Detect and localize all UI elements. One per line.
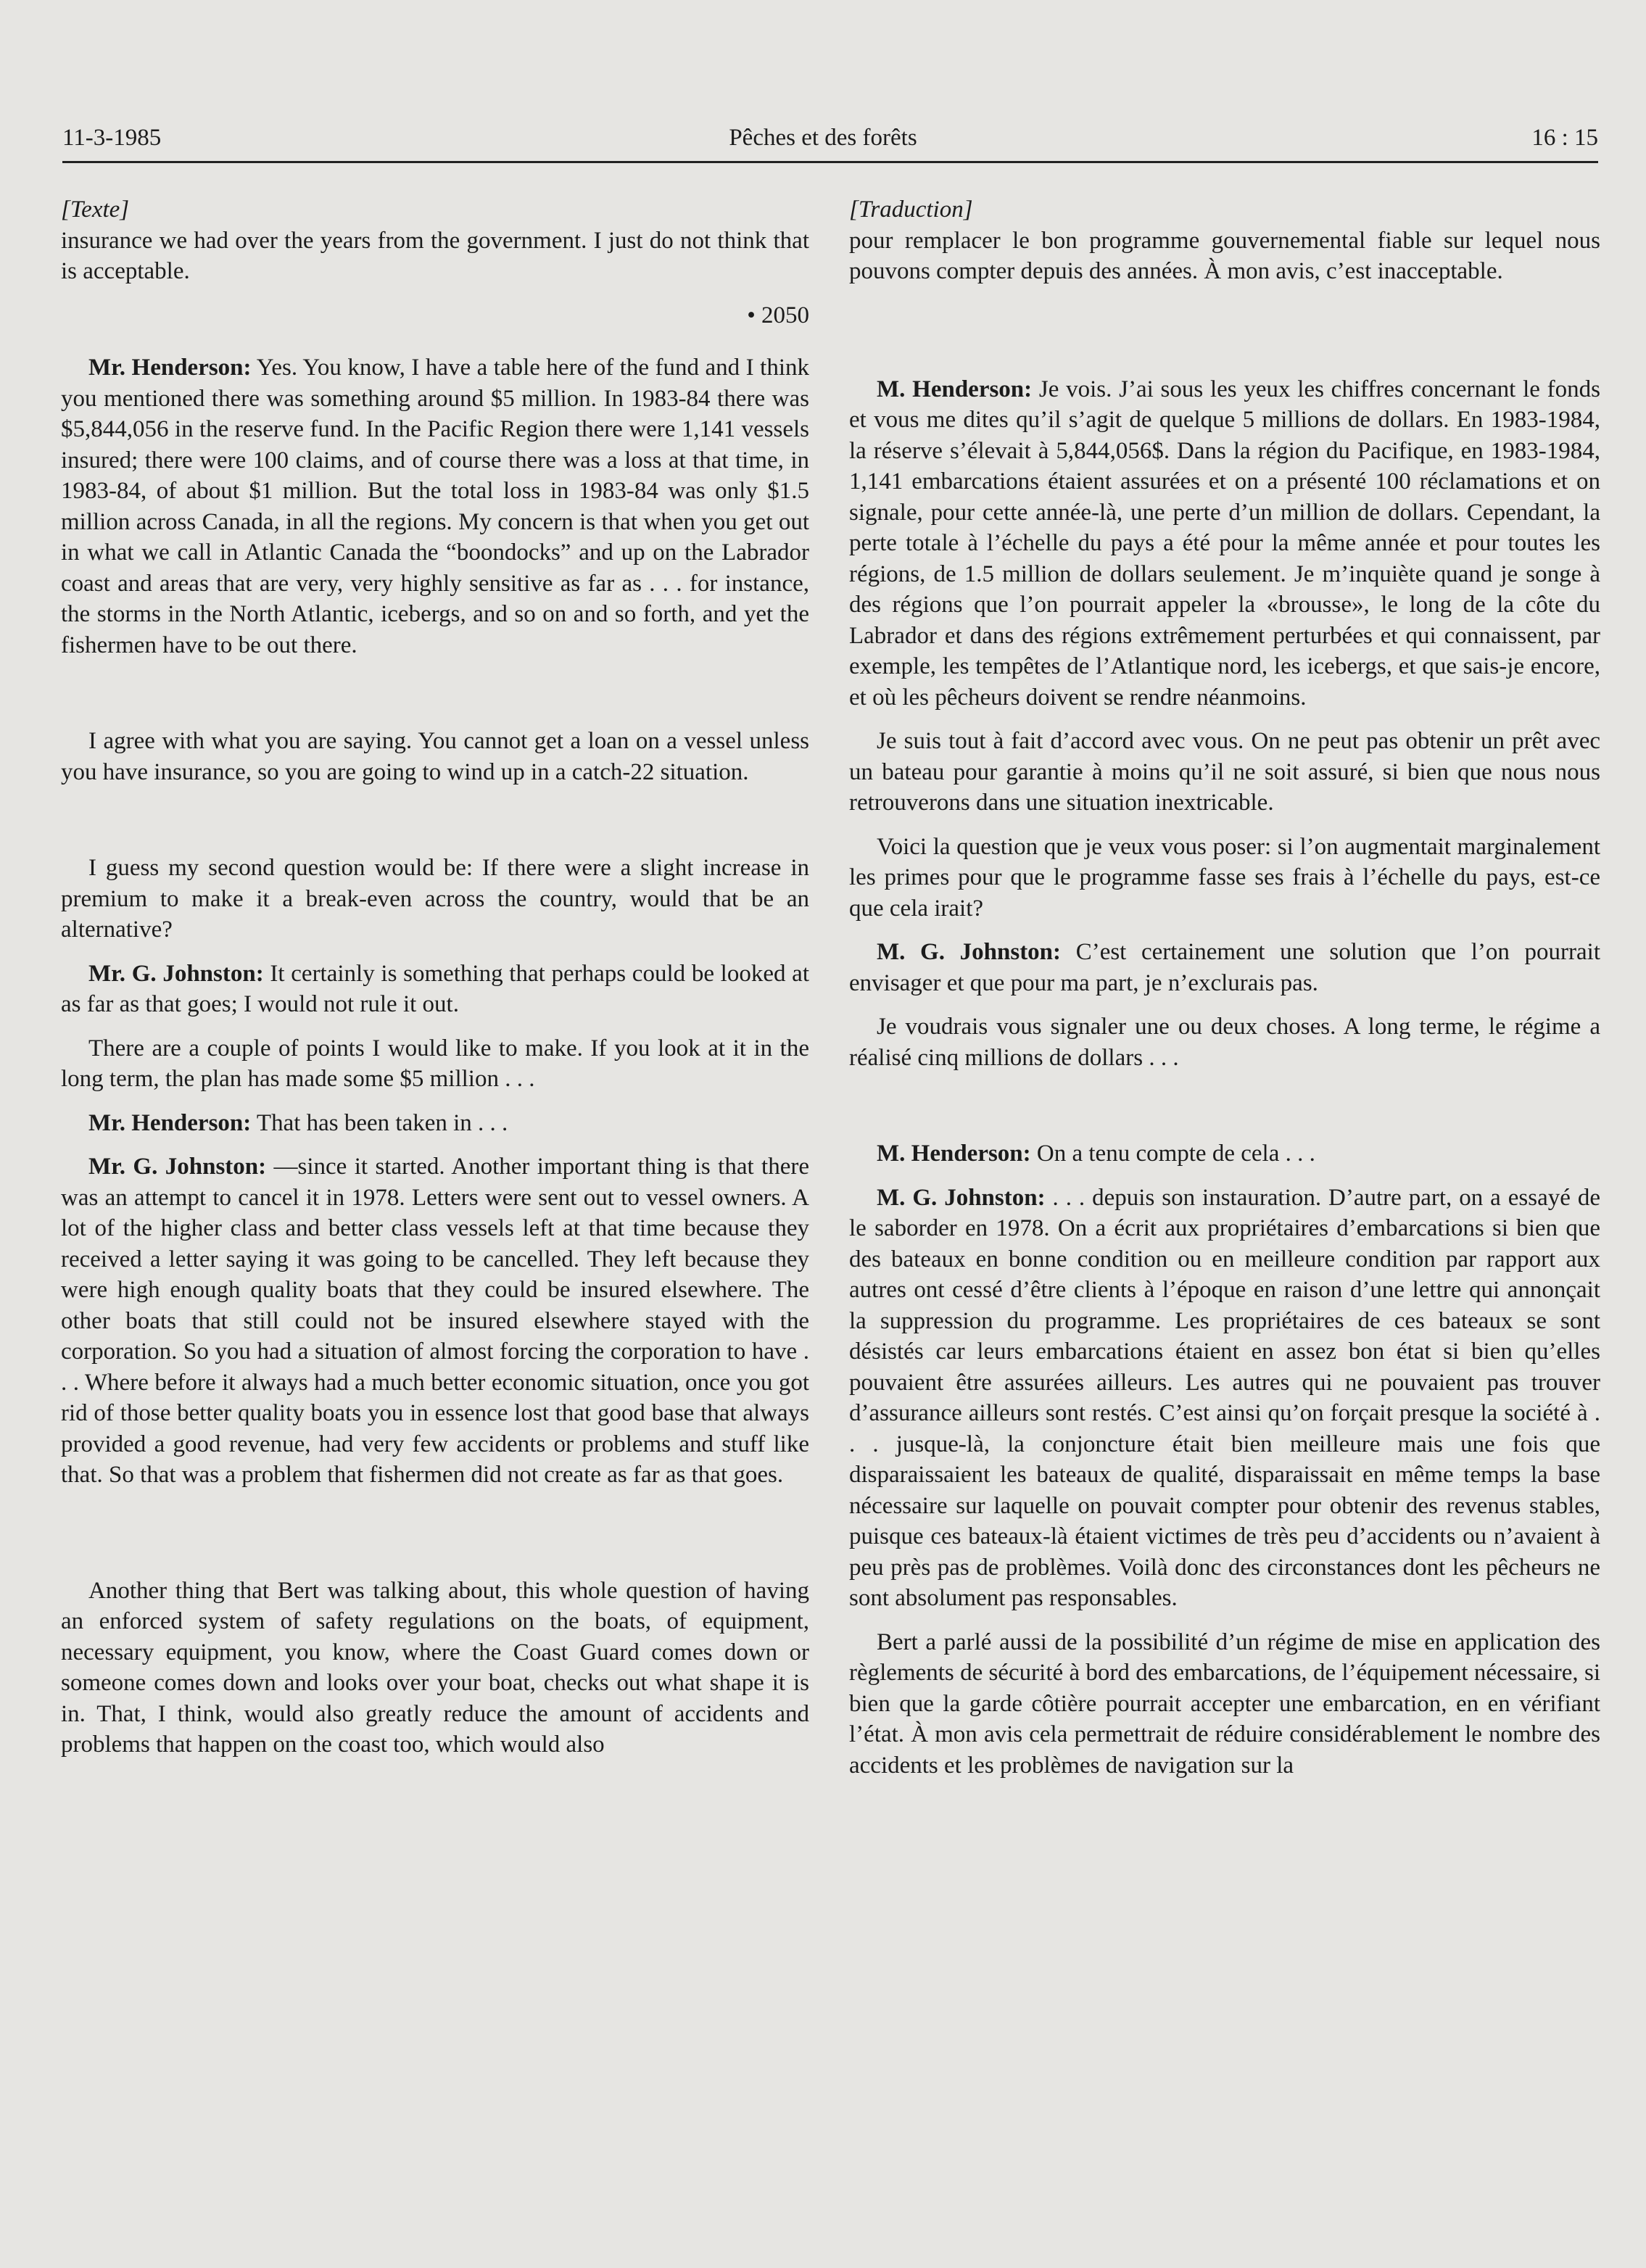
speech-text: That has been taken in . . . — [251, 1109, 508, 1136]
paragraph: Another thing that Bert was talking about, this whole question of having an enforced system of safety regulations on the boats, of equipment, necessary equipment, you know, where the Coast Guard comes down or someone comes down and looks over your boat, checks out what shape it is in. That, I think, would also greatly reduce the amount of accidents and problems that happen on the coast too, which would also — [61, 1577, 809, 1758]
speaker-name: Mr. G. Johnston: — [88, 1154, 267, 1180]
paragraph — [61, 959, 809, 1020]
paragraph — [849, 1138, 1600, 1170]
paragraph — [849, 374, 1600, 713]
paragraph: Je voudrais vous signaler une ou deux choses. A long terme, le régime a réalisé cinq millions de dollars . . . — [849, 1014, 1600, 1071]
paragraph: There are a couple of points I would like to make. If you look at it in the long term, the plan has made some $5 million . . . — [61, 1035, 809, 1092]
time-stamp: • 2050 — [747, 302, 809, 328]
header-rule — [62, 161, 1598, 163]
speaker-name: M. Henderson: — [877, 1141, 1031, 1167]
paragraph — [61, 1108, 809, 1139]
speech-text: It certainly is something that perhaps could be looked at as far as that goes; I would not rule it out. — [61, 960, 809, 1017]
english-column — [61, 194, 809, 1760]
paragraph: I guess my second question would be: If there were a slight increase in premium to make it a break-even across the country, would that be an alternative? — [61, 855, 809, 943]
speaker-name: Mr. Henderson: — [88, 1109, 252, 1136]
paragraph: Bert a parlé aussi de la possibilité d’un régime de mise en application des règlements de sécurité à bord des embarcations, de l’équipement nécessaire, si bien que la garde côtière pourrait accepter une embarcation, en en vérifiant l’état. À mon avis cela permettrait de réduire considérablement le nombre des accidents et les problèmes de navigation sur la — [849, 1628, 1600, 1779]
speech-text: Je vois. J’ai sous les yeux les chiffres concernant le fonds et vous me dites qu’il s’agit de quelque 5 millions de dollars. En 1983-1984, la réserve s’élevait à 5,844,056$. Dans la région du Pacifique, en 1983-1984, 1,141 embarcations étaient assurées et on a présenté 100 réclamations et on signale, pour cette année-là, une perte d’un million de dollars. Cependant, la perte totale à l’échelle du pays a été pour la même année et pour toutes les régions, de 1.5 million de dollars seulement. Je m’inquiète quand je songe à des régions que l’on pourrait appeler la «brousse», le long de la côte du Labrador et dans des régions extrêmement perturbées et qui connaissent, par exemple, les tempêtes de l’Atlantique nord, les icebergs, et que sais-je encore, et où les pêcheurs doivent se rendre néanmoins. — [849, 376, 1600, 711]
paragraph: Je suis tout à fait d’accord avec vous. On ne peut pas obtenir un prêt avec un bateau pour garantie à moins qu’il ne soit assuré, si bien que nous nous retrouverons dans une situation inextricable. — [849, 728, 1600, 816]
speaker-name: Mr. Henderson: — [88, 355, 252, 381]
section-label-traduction: [Traduction] — [849, 196, 973, 223]
paragraph — [61, 1151, 809, 1491]
speaker-name: M. Henderson: — [877, 376, 1033, 402]
speaker-name: Mr. G. Johnston: — [88, 960, 264, 987]
speech-text: . . . depuis son instauration. D’autre part, on a essayé de le saborder en 1978. On a écrit aux propriétaires d’embarcations si bien que des bateaux en bonne condition ou en meilleure condition par rapport aux autres ont cessé d’être clients à l’époque en raison d’une lettre qui annonçait la suppression du programme. Les propriétaires de ces bateaux se sont désistés car leurs embarcations étaient en assez bon état si bien qu’elles pouvaient être assurées ailleurs. Les autres qui ne pouvaient pas trouver d’assurance ailleurs sont restés. C’est ainsi qu’on forçait presque la société à . . . jusque-là, la conjoncture était bien meilleure mais une fois que disparaissaient les bateaux de qualité, disparaissait en même temps la base nécessaire sur laquelle on pouvait compter pour obtenir des revenus stables, puisque ces bateaux-là étaient victimes de très peu d’accidents ou n’avaient à peu près pas de problèmes. Voilà donc des circonstances dont les pêcheurs ne sont absolument pas responsables. — [849, 1184, 1600, 1611]
paragraph: I agree with what you are saying. You cannot get a loan on a vessel unless you have insurance, so you are going to wind up in a catch-22 situation. — [61, 728, 809, 785]
paragraph: pour remplacer le bon programme gouvernemental fiable sur lequel nous pouvons compter depuis des années. À mon avis, c’est inacceptable. — [849, 227, 1600, 284]
paragraph — [849, 1183, 1600, 1614]
paragraph — [849, 937, 1600, 998]
speech-text: On a tenu compte de cela . . . — [1030, 1141, 1315, 1167]
paragraph: Voici la question que je veux vous poser: si l’on augmentait marginalement les primes pour que le programme fasse ses frais à l’échelle du pays, est-ce que cela irait? — [849, 833, 1600, 922]
header-title: Pêches et des forêts — [729, 125, 917, 151]
header-page-number: 16 : 15 — [1531, 125, 1598, 151]
speaker-name: M. G. Johnston: — [877, 1184, 1046, 1211]
french-column — [849, 194, 1600, 1781]
speech-text: C’est certainement une solution que l’on pourrait envisager et que pour ma part, je n’exclurais pas. — [849, 939, 1600, 996]
paragraph — [61, 352, 809, 661]
speech-text: Yes. You know, I have a table here of the fund and I think you mentioned there was something around $5 million. In 1983-84 there was $5,844,056 in the reserve fund. In the Pacific Region there were 1,141 vessels insured; there were 100 claims, and of course there was a loss at that time, in 1983-84, of about $1 million. But the total loss in 1983-84 was only $1.5 million across Canada, in all the regions. My concern is that when you get out in what we call in Atlantic Canada the “boondocks” and up on the Labrador coast and areas that are very, very highly sensitive as far as . . . for instance, the storms in the North Atlantic, icebergs, and so on and so forth, and yet the fishermen have to be out there. — [61, 355, 810, 658]
header-date: 11-3-1985 — [62, 125, 162, 151]
speaker-name: M. G. Johnston: — [877, 939, 1062, 965]
section-label-texte: [Texte] — [61, 196, 130, 223]
speech-text: —since it started. Another important thing is that there was an attempt to cancel it in 1978. Letters were sent out to vessel owners. A lot of the higher class and better class vessels left at that time because they received a letter saying it was going to be cancelled. They left because they were high enough quality boats that they could be insured elsewhere. The other boats that still could not be insured elsewhere stayed with the corporation. So you had a situation of almost forcing the corporation to have . . . Where before it always had a much better economic situation, once you got rid of those better quality boats you in essence lost that good base that always provided a good revenue, had very few accidents or problems and stuff like that. So that was a problem that fishermen did not create as far as that goes. — [61, 1154, 809, 1488]
paragraph: insurance we had over the years from the government. I just do not think that is acceptable. — [61, 227, 809, 284]
